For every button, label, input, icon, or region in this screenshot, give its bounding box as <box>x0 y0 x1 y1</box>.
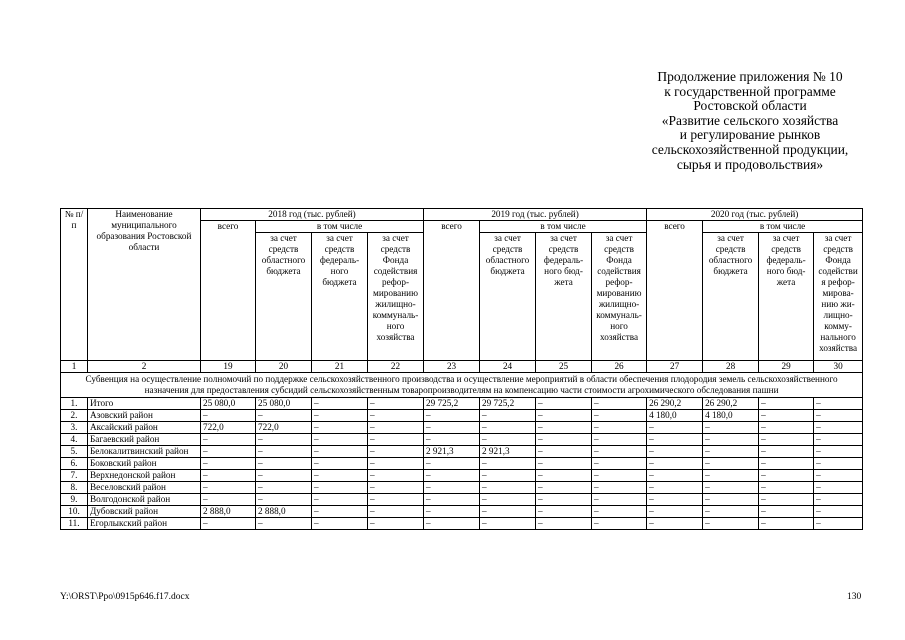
value-cell: – <box>759 410 814 422</box>
col-header-including: в том числе <box>703 221 863 233</box>
value-cell: – <box>814 410 863 422</box>
value-cell: – <box>201 470 256 482</box>
value-cell: – <box>703 506 759 518</box>
value-cell: – <box>424 470 480 482</box>
row-number: 6. <box>61 458 88 470</box>
value-cell: – <box>368 458 424 470</box>
value-cell: – <box>536 506 592 518</box>
value-cell: – <box>536 398 592 410</box>
row-number: 8. <box>61 482 88 494</box>
municipality-name: Егорлыкский район <box>88 518 201 530</box>
value-cell: 4 180,0 <box>647 410 703 422</box>
value-cell: 26 290,2 <box>703 398 759 410</box>
value-cell: – <box>480 410 536 422</box>
value-cell: – <box>814 482 863 494</box>
row-number: 2. <box>61 410 88 422</box>
municipality-name: Боковский район <box>88 458 201 470</box>
value-cell: – <box>536 518 592 530</box>
municipality-name: Волгодонской район <box>88 494 201 506</box>
col-header-year-2019: 2019 год (тыс. рублей) <box>424 209 647 221</box>
value-cell: – <box>814 506 863 518</box>
column-number: 19 <box>201 361 256 373</box>
municipality-name: Итого <box>88 398 201 410</box>
appendix-header-line: Ростовской области <box>693 98 807 114</box>
value-cell: – <box>536 434 592 446</box>
value-cell: – <box>424 506 480 518</box>
value-cell: – <box>424 518 480 530</box>
value-cell: 2 921,3 <box>480 446 536 458</box>
value-cell: – <box>592 482 647 494</box>
value-cell: – <box>201 410 256 422</box>
value-cell: – <box>368 470 424 482</box>
value-cell: – <box>814 434 863 446</box>
value-cell: – <box>814 518 863 530</box>
value-cell: – <box>201 494 256 506</box>
value-cell: – <box>480 470 536 482</box>
value-cell: – <box>536 482 592 494</box>
value-cell: – <box>480 518 536 530</box>
value-cell: 2 921,3 <box>424 446 480 458</box>
column-number: 21 <box>312 361 368 373</box>
table-row <box>61 506 863 518</box>
table-row <box>61 470 863 482</box>
value-cell: – <box>814 422 863 434</box>
value-cell: – <box>256 494 312 506</box>
value-cell: – <box>592 422 647 434</box>
row-number: 4. <box>61 434 88 446</box>
col-header-year-2018: 2018 год (тыс. рублей) <box>201 209 424 221</box>
col-header-fund: за счет средств Фонда содействия рефор-мированию жилищно-коммуналь-ного хозяйства <box>592 233 647 361</box>
table-header-row <box>61 209 863 221</box>
col-header-total: всего <box>201 221 256 361</box>
appendix-header-line: и регулирование рынков <box>679 127 821 143</box>
value-cell: 4 180,0 <box>703 410 759 422</box>
file-path: Y:\ORST\Ppo\0915p646.f17.docx <box>60 592 190 602</box>
value-cell: – <box>703 482 759 494</box>
municipality-name: Веселовский район <box>88 482 201 494</box>
value-cell: – <box>592 518 647 530</box>
value-cell: – <box>368 482 424 494</box>
value-cell: – <box>201 482 256 494</box>
value-cell: – <box>647 458 703 470</box>
table-row <box>61 410 863 422</box>
value-cell: 722,0 <box>201 422 256 434</box>
value-cell: – <box>759 494 814 506</box>
value-cell: – <box>814 446 863 458</box>
value-cell: – <box>480 422 536 434</box>
value-cell: 2 888,0 <box>201 506 256 518</box>
col-header-regional: за счет средств областного бюджета <box>256 233 312 361</box>
value-cell: – <box>256 482 312 494</box>
value-cell: – <box>814 470 863 482</box>
value-cell: – <box>536 410 592 422</box>
value-cell: – <box>703 434 759 446</box>
value-cell: – <box>312 422 368 434</box>
value-cell: – <box>201 458 256 470</box>
col-header-federal: за счет средств федераль-ного бюд-жета <box>759 233 814 361</box>
value-cell: 26 290,2 <box>647 398 703 410</box>
value-cell: – <box>759 518 814 530</box>
value-cell: 2 888,0 <box>256 506 312 518</box>
row-number: 7. <box>61 470 88 482</box>
column-number: 23 <box>424 361 480 373</box>
value-cell: – <box>536 470 592 482</box>
value-cell: – <box>424 494 480 506</box>
column-number: 20 <box>256 361 312 373</box>
value-cell: – <box>312 518 368 530</box>
value-cell: – <box>424 458 480 470</box>
value-cell: – <box>536 446 592 458</box>
value-cell: – <box>256 434 312 446</box>
value-cell: – <box>592 434 647 446</box>
value-cell: – <box>424 422 480 434</box>
value-cell: – <box>759 434 814 446</box>
value-cell: – <box>703 470 759 482</box>
value-cell: 29 725,2 <box>480 398 536 410</box>
col-header-fund: за счет средств Фонда содействия рефор-мированию жилищно-коммуналь-ного хозяйства <box>368 233 424 361</box>
table-row <box>61 422 863 434</box>
value-cell: – <box>592 398 647 410</box>
column-number: 30 <box>814 361 863 373</box>
row-number: 5. <box>61 446 88 458</box>
value-cell: 25 080,0 <box>256 398 312 410</box>
value-cell: – <box>312 470 368 482</box>
value-cell: – <box>759 470 814 482</box>
value-cell: – <box>480 506 536 518</box>
value-cell: – <box>592 470 647 482</box>
value-cell: – <box>759 458 814 470</box>
value-cell: – <box>647 482 703 494</box>
section-caption: Субвенция на осуществление полномочий по поддержке сельскохозяйственного производства и осуществление мероприятий в области обеспечения плодородия земель сельскохозяйственного назначения для предоставления субсидий сельскохозяйственным товаропроизводителям на компенсацию части стоимости агрохимического обследования пашни <box>61 373 863 398</box>
value-cell: – <box>647 506 703 518</box>
appendix-header-line: «Развитие сельского хозяйства <box>661 112 839 128</box>
column-number: 27 <box>647 361 703 373</box>
col-header-regional: за счет средств областного бюджета <box>480 233 536 361</box>
value-cell: – <box>368 518 424 530</box>
value-cell: – <box>703 422 759 434</box>
value-cell: – <box>312 494 368 506</box>
table-row <box>61 458 863 470</box>
table-row <box>61 446 863 458</box>
value-cell: – <box>592 410 647 422</box>
value-cell: – <box>759 446 814 458</box>
row-number: 9. <box>61 494 88 506</box>
appendix-header-line: сырья и продовольствия» <box>676 156 824 172</box>
appendix-header-line: к государственной программе <box>664 83 836 99</box>
page-number: 130 <box>847 592 862 602</box>
column-number: 24 <box>480 361 536 373</box>
municipality-name: Багаевский район <box>88 434 201 446</box>
value-cell: – <box>480 434 536 446</box>
value-cell: – <box>312 482 368 494</box>
section-caption-row <box>61 373 863 398</box>
table-row <box>61 518 863 530</box>
value-cell: – <box>312 434 368 446</box>
column-number: 22 <box>368 361 424 373</box>
value-cell: – <box>759 422 814 434</box>
value-cell: – <box>703 518 759 530</box>
value-cell: – <box>480 494 536 506</box>
value-cell: – <box>424 410 480 422</box>
value-cell: – <box>312 410 368 422</box>
table-row <box>61 482 863 494</box>
value-cell: – <box>647 494 703 506</box>
col-header-fund: за счет средств Фонда содействи я рефор-мирова-нию жи-лищно-комму-нального хозяйства <box>814 233 863 361</box>
value-cell: – <box>814 398 863 410</box>
municipality-name: Верхнедонской район <box>88 470 201 482</box>
row-number: 10. <box>61 506 88 518</box>
table-body <box>61 398 863 530</box>
col-header-federal: за счет средств федераль-ного бюджета <box>312 233 368 361</box>
value-cell: – <box>592 506 647 518</box>
col-header-federal: за счет средств федераль-ного бюд-жета <box>536 233 592 361</box>
value-cell: – <box>424 482 480 494</box>
value-cell: – <box>256 446 312 458</box>
value-cell: – <box>536 494 592 506</box>
col-header-total: всего <box>647 221 703 361</box>
value-cell: – <box>201 518 256 530</box>
value-cell: – <box>814 458 863 470</box>
table-row <box>61 434 863 446</box>
appendix-header-line: Продолжение приложения № 10 <box>657 69 843 84</box>
col-header-including: в том числе <box>256 221 424 233</box>
column-number: 2 <box>88 361 201 373</box>
column-number: 28 <box>703 361 759 373</box>
municipality-name: Белокалитвинский район <box>88 446 201 458</box>
value-cell: – <box>368 494 424 506</box>
value-cell: – <box>759 398 814 410</box>
value-cell: – <box>480 458 536 470</box>
value-cell: – <box>368 398 424 410</box>
value-cell: – <box>647 434 703 446</box>
value-cell: 25 080,0 <box>201 398 256 410</box>
value-cell: – <box>814 494 863 506</box>
value-cell: – <box>368 434 424 446</box>
value-cell: – <box>480 482 536 494</box>
value-cell: – <box>256 470 312 482</box>
row-number: 3. <box>61 422 88 434</box>
value-cell: – <box>312 458 368 470</box>
subsidy-table <box>60 208 863 530</box>
value-cell: – <box>592 458 647 470</box>
table-row <box>61 494 863 506</box>
col-header-regional: за счет средств областного бюджета <box>703 233 759 361</box>
value-cell: 29 725,2 <box>424 398 480 410</box>
value-cell: – <box>368 422 424 434</box>
value-cell: – <box>536 422 592 434</box>
table-row <box>61 398 863 410</box>
value-cell: – <box>368 446 424 458</box>
value-cell: – <box>256 458 312 470</box>
column-number: 1 <box>61 361 88 373</box>
row-number: 11. <box>61 518 88 530</box>
value-cell: – <box>256 518 312 530</box>
col-header-including: в том числе <box>480 221 647 233</box>
value-cell: – <box>647 470 703 482</box>
value-cell: – <box>592 494 647 506</box>
value-cell: – <box>647 446 703 458</box>
value-cell: – <box>368 410 424 422</box>
col-header-year-2020: 2020 год (тыс. рублей) <box>647 209 863 221</box>
value-cell: – <box>759 506 814 518</box>
col-header-num: № п/п <box>61 209 88 361</box>
value-cell: – <box>312 446 368 458</box>
municipality-name: Азовский район <box>88 410 201 422</box>
value-cell: – <box>424 434 480 446</box>
column-number: 25 <box>536 361 592 373</box>
column-number: 29 <box>759 361 814 373</box>
value-cell: – <box>703 494 759 506</box>
col-header-total: всего <box>424 221 480 361</box>
value-cell: 722,0 <box>256 422 312 434</box>
column-numbers-row <box>61 361 863 373</box>
value-cell: – <box>592 446 647 458</box>
municipality-name: Дубовский район <box>88 506 201 518</box>
value-cell: – <box>759 482 814 494</box>
value-cell: – <box>312 506 368 518</box>
value-cell: – <box>703 446 759 458</box>
value-cell: – <box>201 434 256 446</box>
col-header-name: Наименование муниципального образования Ростовской области <box>88 209 201 361</box>
municipality-name: Аксайский район <box>88 422 201 434</box>
value-cell: – <box>256 410 312 422</box>
value-cell: – <box>536 458 592 470</box>
value-cell: – <box>647 518 703 530</box>
value-cell: – <box>312 398 368 410</box>
appendix-header-line: сельскохозяйственной продукции, <box>651 141 849 157</box>
row-number: 1. <box>61 398 88 410</box>
value-cell: – <box>201 446 256 458</box>
value-cell: – <box>703 458 759 470</box>
appendix-header <box>600 70 900 172</box>
column-number: 26 <box>592 361 647 373</box>
value-cell: – <box>647 422 703 434</box>
value-cell: – <box>368 506 424 518</box>
